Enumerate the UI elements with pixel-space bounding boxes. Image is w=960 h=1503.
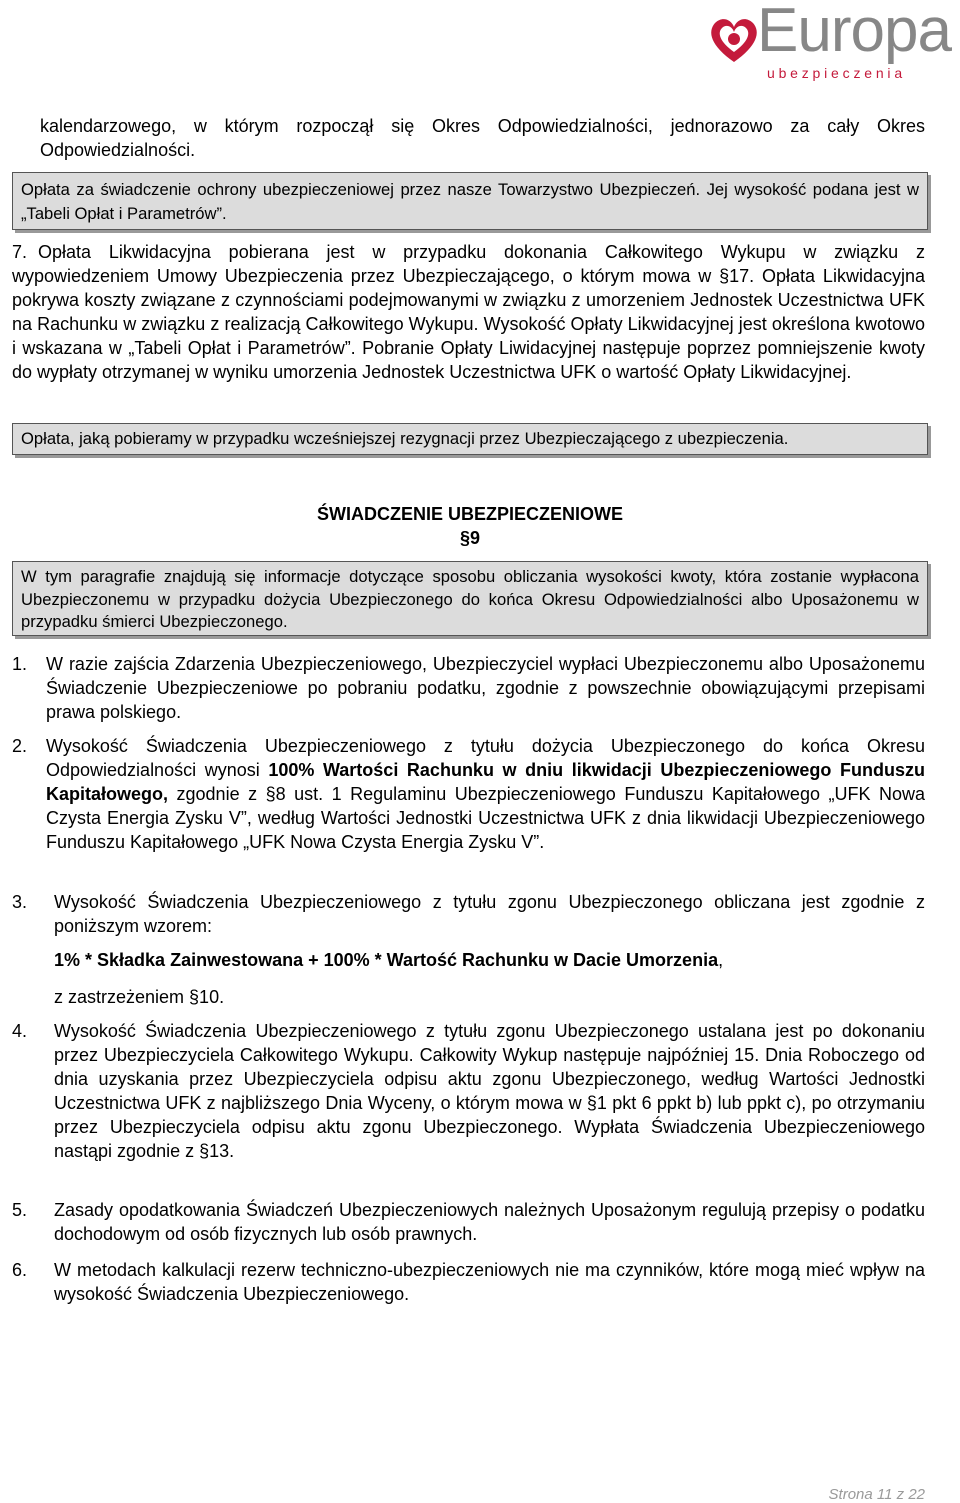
list-item — [12, 1019, 925, 1163]
formula — [54, 948, 723, 972]
list-item-number: 5. — [12, 1200, 28, 1220]
list-item-text: Wysokość Świadczenia Ubezpieczeniowego z tytułu zgonu Ubezpieczonego ustalana jest po dokonaniu przez Ubezpieczyciela Całkowitego Wykupu. Całkowity Wykup następuje najpóźniej 15. Dnia Roboczego od dnia uzyskania przez Ubezpieczyciela odpisu aktu zgonu Ubezpieczonego, według Wartości Jednostki Uczestnictwa UFK z najbliższego Dnia Wyceny, o którym mowa w §1 pkt 6 ppkt b) lub ppkt c), po otrzymaniu przez Ubezpieczyciela odpisu aktu zgonu Ubezpieczonego. Wypłata Świadczenia Ubezpieczeniowego nastąpi zgodnie z §13. — [54, 1021, 925, 1161]
info-box-section-summary — [12, 561, 928, 636]
list-item — [12, 734, 925, 854]
list-item-text: Zasady opodatkowania Świadczeń Ubezpieczeniowych należnych Uposażonym regulują przepisy o podatku dochodowym od osób fizycznych lub osób prawnych. — [54, 1200, 925, 1244]
formula-reservation: z zastrzeżeniem §10. — [54, 987, 225, 1007]
intro-paragraph: kalendarzowego, w którym rozpoczął się Okres Odpowiedzialności, jednorazowo za cały Okres Odpowiedzialności. — [40, 116, 925, 160]
info-box-swiadczenie-ochrony — [12, 172, 928, 230]
page-number: Strona 11 z 22 — [828, 1486, 925, 1503]
list-item-number: 1. — [12, 654, 28, 674]
list-item-text-pre: Wysokość Świadczenia Ubezpieczeniowego z tytułu dożycia Ubezpieczonego do końca Okresu Odpowiedzialności wynosi — [46, 736, 925, 780]
list-item-text-post: zgodnie z §8 ust. 1 Regulaminu Ubezpieczeniowego Funduszu Kapitałowego „UFK Nowa Czysta Energia Zysku V”, według Wartości Jednostki Uczestnictwa UFK z dnia likwidacji Ubezpieczeniowego Funduszu Kapitałowego „UFK Nowa Czysta Energia Zysku V”. — [46, 784, 925, 852]
list-item-text: Wysokość Świadczenia Ubezpieczeniowego z tytułu zgonu Ubezpieczonego obliczana jest zgodnie z poniższym wzorem: — [54, 892, 925, 936]
list-item-text: W metodach kalkulacji rezerw techniczno-ubezpieczeniowych nie ma czynników, które mogą mieć wpływ na wysokość Świadczenia Ubezpieczeniowego. — [54, 1260, 925, 1304]
logo-subtitle: ubezpieczenia — [767, 65, 906, 81]
paragraph-7-text-a: Opłata Likwidacyjna pobierana jest w przypadku dokonania Całkowitego Wykupu w związku z wypowiedzeniem Umowy Ubezpieczenia przez Ubezpieczającego, o którym mowa w §17. — [12, 242, 925, 286]
list-item-number: 6. — [12, 1260, 28, 1280]
heart-logo-icon — [705, 12, 763, 68]
list-item-number: 2. — [12, 736, 28, 756]
list-item-text — [46, 734, 925, 854]
info-box-text: Opłata za świadczenie ochrony ubezpieczeniowej przez nasze Towarzystwo Ubezpieczeń. Jej wysokość podana jest w „Tabeli Opłat i Parametrów”. — [21, 180, 919, 223]
logo-wordmark: Europa — [757, 0, 951, 65]
paragraph-number: 7. — [12, 242, 28, 262]
paragraph-7 — [12, 240, 925, 384]
list-item — [12, 1258, 925, 1306]
info-box-text: W tym paragrafie znajdują się informacje dotyczące sposobu obliczania wysokości kwoty, która zostanie wypłacona Ubezpieczonemu w przypadku dożycia Ubezpieczonego do końca Okresu Odpowiedzialności albo Uposażonemu w przypadku śmierci Ubezpieczonego. — [21, 567, 919, 631]
paragraph-7-text-b: Opłata Likwidacyjna pokrywa koszty związane z czynnościami podejmowanymi w związku z umorzeniem Jednostek Uczestnictwa UFK na Rachunku w związku z realizacją Całkowitego Wykupu. Wysokość Opłaty Likwidacyjnej jest określona kwotowo i wskazana w „Tabeli Opłat i Parametrów”. Pobranie Opłaty Liwidacyjnej następuje poprzez pomniejszenie kwoty do wypłaty otrzymanej w wyniku umorzenia Jednostek Uczestnictwa UFK o wartość Opłaty Likwidacyjnej. — [12, 266, 925, 382]
info-box-text: Opłata, jaką pobieramy w przypadku wcześniejszej rezygnacji przez Ubezpieczającego z ubezpieczenia. — [21, 429, 789, 448]
info-box-oplata-likwidacyjna — [12, 423, 928, 455]
list-item — [12, 1198, 925, 1246]
list-item-number: 3. — [12, 892, 28, 912]
list-item — [12, 652, 925, 724]
list-item-text: W razie zajścia Zdarzenia Ubezpieczeniowego, Ubezpieczyciel wypłaci Ubezpieczonemu albo Uposażonemu Świadczenie Ubezpieczeniowe po pobraniu podatku, zgodnie z powszechnie obowiązującymi przepisami prawa polskiego. — [46, 654, 925, 722]
company-logo — [705, 0, 957, 82]
list-item-text-bold: 100% Wartości Rachunku w dniu likwidacji Ubezpieczeniowego Funduszu Kapitałowego, — [46, 760, 926, 804]
list-item-number: 4. — [12, 1021, 28, 1041]
list-item — [12, 890, 925, 938]
formula-comma: , — [718, 950, 724, 970]
section-paragraph-number: §9 — [459, 528, 481, 548]
formula-expression: 1% * Składka Zainwestowana + 100% * Wartość Rachunku w Dacie Umorzenia — [54, 950, 719, 970]
section-title: ŚWIADCZENIE UBEZPIECZENIOWE — [316, 504, 623, 524]
